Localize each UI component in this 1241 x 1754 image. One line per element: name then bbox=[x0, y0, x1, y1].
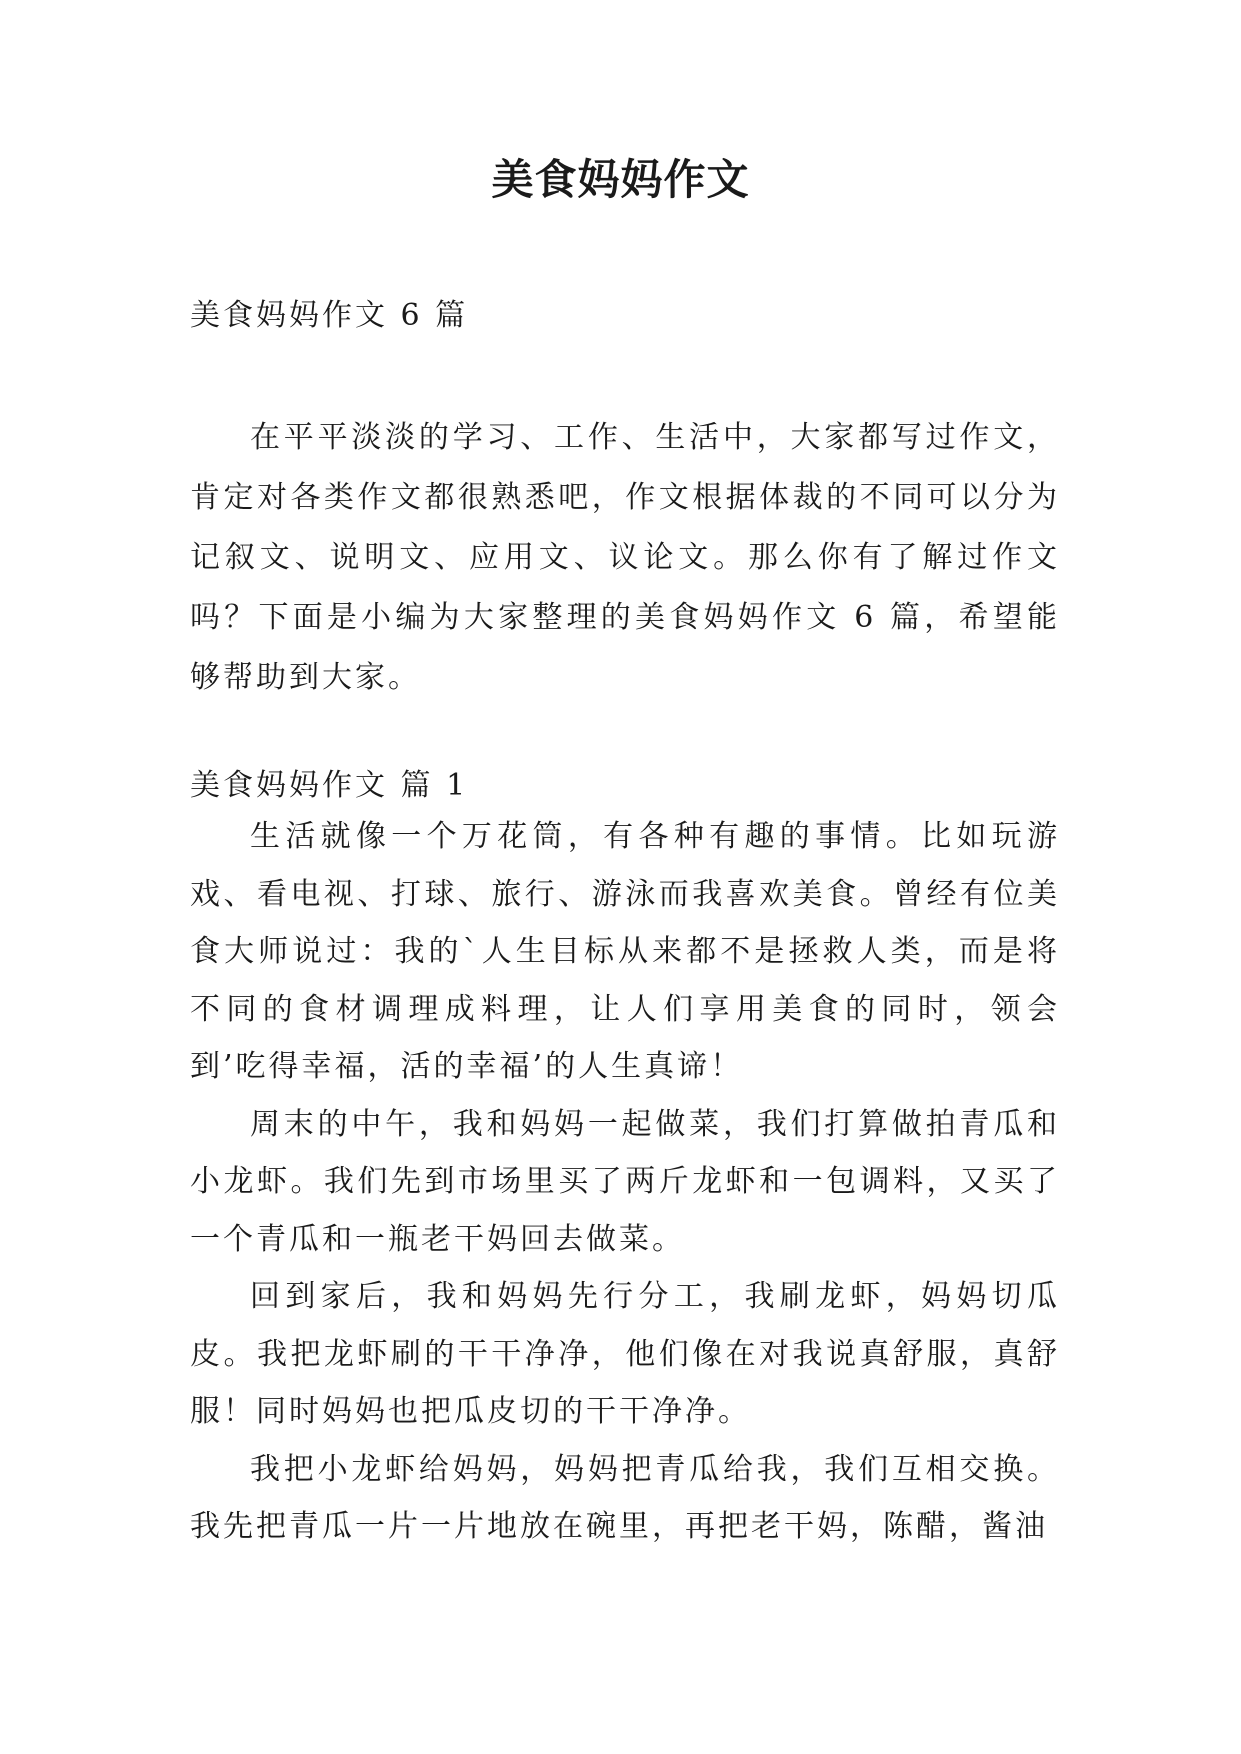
paragraph: 生活就像一个万花筒，有各种有趣的事情。比如玩游戏、看电视、打球、旅行、游泳而我喜欢美食。曾经有位美食大师说过：我的`人生目标从来都不是拯救人类，而是将不同的食材调理成料理，让人们享用美食的同时，领会到’吃得幸福，活的幸福’的人生真谛！ bbox=[190, 819, 1060, 1084]
section-heading: 美食妈妈作文 篇 1 bbox=[190, 768, 469, 803]
intro-paragraph: 在平平淡淡的学习、工作、生活中，大家都写过作文，肯定对各类作文都很熟悉吧，作文根据体裁的不同可以分为记叙文、说明文、应用文、议论文。那么你有了解过作文吗？下面是小编为大家整理的美食妈妈作文 6 篇，希望能够帮助到大家。 bbox=[190, 420, 1060, 695]
section-body bbox=[190, 808, 1060, 1556]
document-title: 美食妈妈作文 bbox=[491, 155, 750, 204]
paragraph: 周末的中午，我和妈妈一起做菜，我们打算做拍青瓜和小龙虾。我们先到市场里买了两斤龙虾和一包调料，又买了一个青瓜和一瓶老干妈回去做菜。 bbox=[190, 1106, 1060, 1257]
document-subtitle: 美食妈妈作文 6 篇 bbox=[190, 298, 469, 333]
paragraph: 我把小龙虾给妈妈，妈妈把青瓜给我，我们互相交换。我先把青瓜一片一片地放在碗里，再把老干妈，陈醋，酱油 bbox=[190, 1451, 1060, 1544]
paragraph: 回到家后，我和妈妈先行分工，我刷龙虾，妈妈切瓜皮。我把龙虾刷的干干净净，他们像在对我说真舒服，真舒服！同时妈妈也把瓜皮切的干干净净。 bbox=[190, 1279, 1060, 1429]
